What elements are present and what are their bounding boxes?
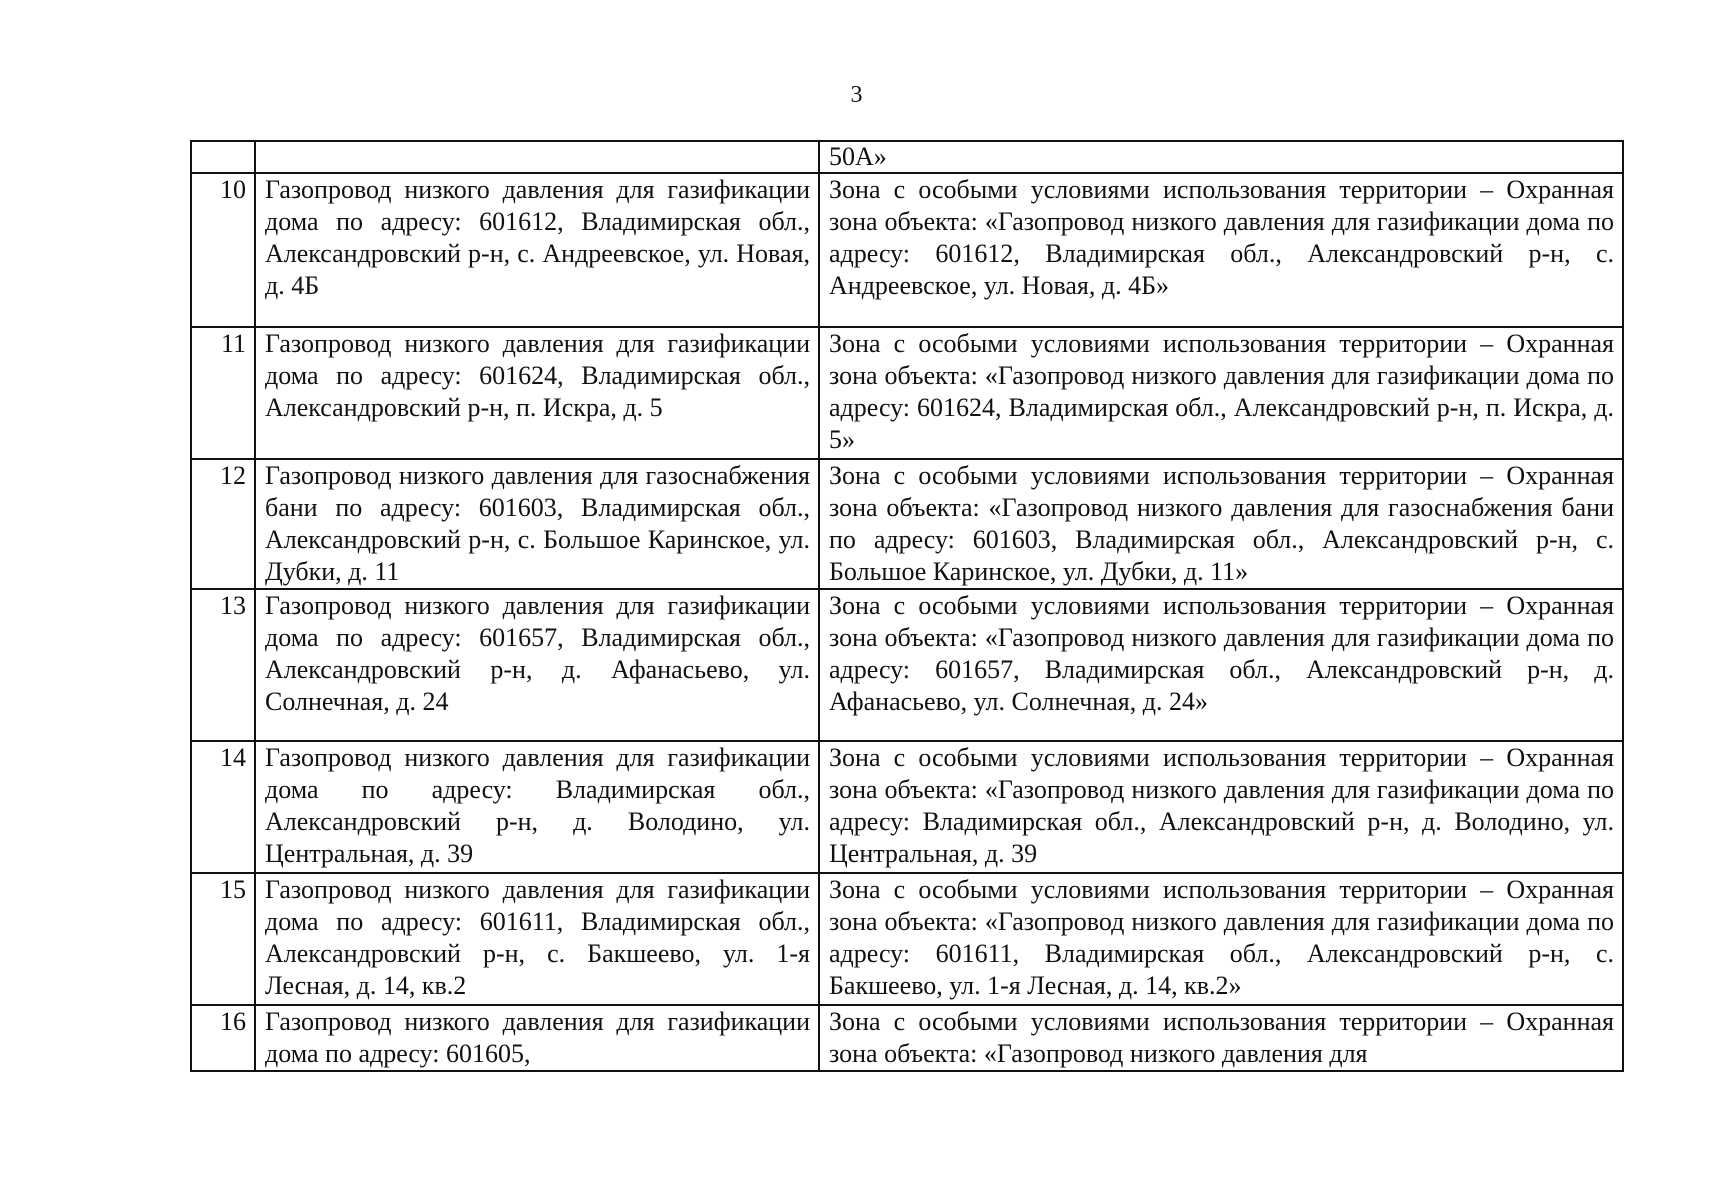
row-number: 14 <box>191 741 255 873</box>
table-row <box>191 589 1623 741</box>
object-cell: Газопровод низкого давления для газификации дома по адресу: 601612, Владимирская обл., Александровский р-н, с. Андреевское, ул. Новая, д. 4Б <box>255 173 819 327</box>
table-row <box>191 327 1623 459</box>
zone-cell: Зона с особыми условиями использования территории – Охранная зона объекта: «Газопровод низкого давления для газификации дома по адресу: 601624, Владимирская обл., Александровский р-н, п. Искра, д. 5» <box>819 327 1623 459</box>
table-row <box>191 741 1623 873</box>
page-number: 3 <box>850 82 863 108</box>
row-number: 11 <box>191 327 255 459</box>
row-number <box>191 141 255 173</box>
row-number: 16 <box>191 1005 255 1071</box>
object-cell: Газопровод низкого давления для газификации дома по адресу: 601657, Владимирская обл., Александровский р-н, д. Афанасьево, ул. Солнечная, д. 24 <box>255 589 819 741</box>
row-number: 12 <box>191 459 255 589</box>
row-number: 13 <box>191 589 255 741</box>
table-row <box>191 873 1623 1005</box>
zone-cell: Зона с особыми условиями использования территории – Охранная зона объекта: «Газопровод низкого давления для газификации дома по адресу: 601657, Владимирская обл., Александровский р-н, д. Афанасьево, ул. Солнечная, д. 24» <box>819 589 1623 741</box>
zone-cell: Зона с особыми условиями использования территории – Охранная зона объекта: «Газопровод низкого давления для газификации дома по адресу: 601612, Владимирская обл., Александровский р-н, с. Андреевское, ул. Новая, д. 4Б» <box>819 173 1623 327</box>
row-number: 15 <box>191 873 255 1005</box>
zone-cell: Зона с особыми условиями использования территории – Охранная зона объекта: «Газопровод низкого давления для <box>819 1005 1623 1071</box>
object-cell: Газопровод низкого давления для газоснабжения бани по адресу: 601603, Владимирская обл., Александровский р-н, с. Большое Каринское, ул. Дубки, д. 11 <box>255 459 819 589</box>
zone-cell: Зона с особыми условиями использования территории – Охранная зона объекта: «Газопровод низкого давления для газификации дома по адресу: Владимирская обл., Александровский р-н, д. Володино, ул. Центральная, д. 39 <box>819 741 1623 873</box>
table-row <box>191 1005 1623 1071</box>
object-cell: Газопровод низкого давления для газификации дома по адресу: 601611, Владимирская обл., Александровский р-н, с. Бакшеево, ул. 1-я Лесная, д. 14, кв.2 <box>255 873 819 1005</box>
object-cell: Газопровод низкого давления для газификации дома по адресу: 601624, Владимирская обл., Александровский р-н, п. Искра, д. 5 <box>255 327 819 459</box>
row-number: 10 <box>191 173 255 327</box>
object-cell <box>255 141 819 173</box>
zone-cell: Зона с особыми условиями использования территории – Охранная зона объекта: «Газопровод низкого давления для газификации дома по адресу: 601611, Владимирская обл., Александровский р-н, с. Бакшеево, ул. 1-я Лесная, д. 14, кв.2» <box>819 873 1623 1005</box>
object-cell: Газопровод низкого давления для газификации дома по адресу: 601605, <box>255 1005 819 1071</box>
zone-cell: Зона с особыми условиями использования территории – Охранная зона объекта: «Газопровод низкого давления для газоснабжения бани по адресу: 601603, Владимирская обл., Александровский р-н, с. Большое Каринское, ул. Дубки, д. 11» <box>819 459 1623 589</box>
zone-cell: 50А» <box>819 141 1623 173</box>
table-row-continuation <box>191 141 1623 173</box>
zones-table <box>190 140 1624 1072</box>
table-row <box>191 459 1623 589</box>
table-row <box>191 173 1623 327</box>
object-cell: Газопровод низкого давления для газификации дома по адресу: Владимирская обл., Александровский р-н, д. Володино, ул. Центральная, д. 39 <box>255 741 819 873</box>
